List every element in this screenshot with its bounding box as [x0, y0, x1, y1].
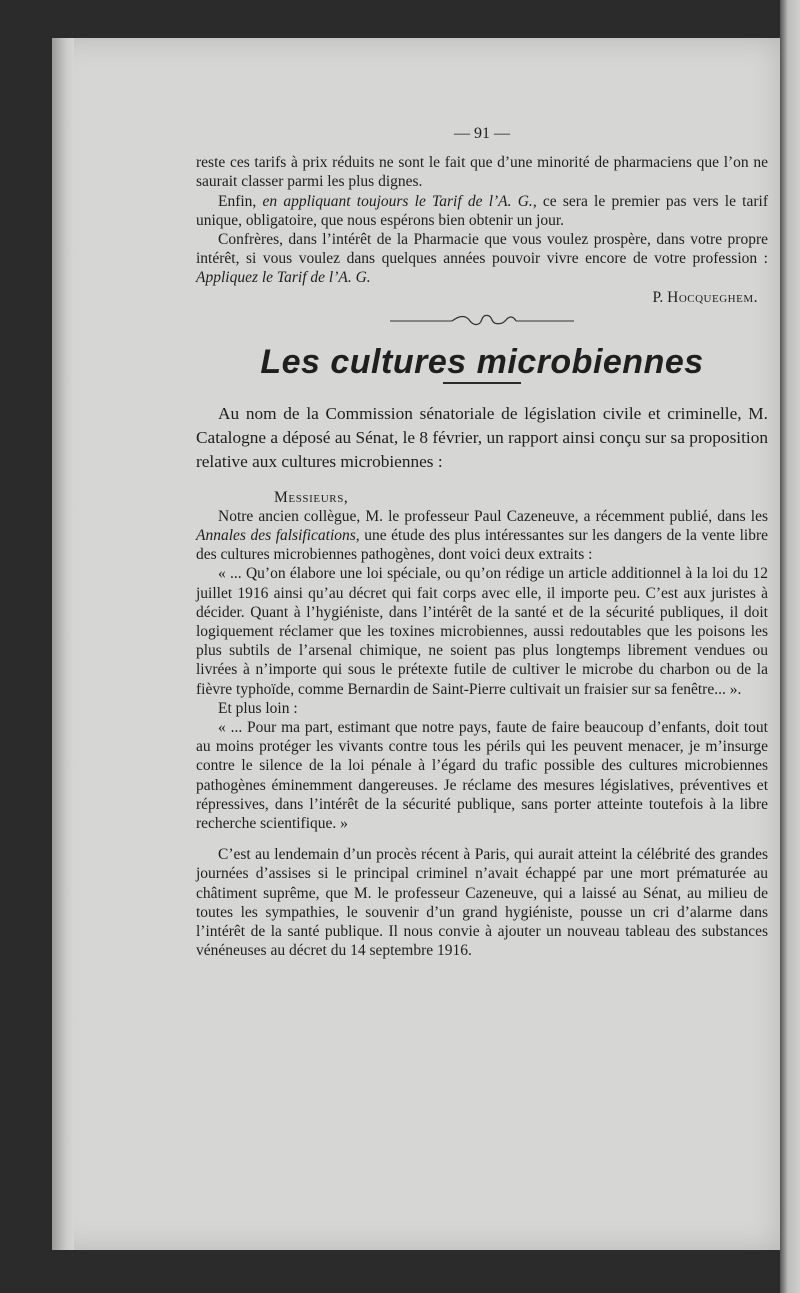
confreres-paragraph — [196, 230, 768, 288]
signature-name: Hocqueghem. — [667, 288, 758, 306]
cazeneuve-text-start: Notre ancien collègue, M. le professeur Paul Cazeneuve, a récemment publié, dans les — [218, 507, 768, 525]
ornament-divider — [390, 313, 574, 327]
page-gutter-shadow — [52, 38, 74, 1250]
salutation: Messieurs, — [274, 488, 349, 506]
cazeneuve-text-end: , une étude des plus intéressantes sur les dangers de la vente libre des cultures microbiennes pathogènes, dont voici deux extraits : — [196, 526, 768, 564]
second-quote: « ... Pour ma part, estimant que notre pays, faute de faire beaucoup d’enfants, doit tout au moins protéger les vivants contre tous les périls qui les peuvent menacer, je m’insurge contre le silence de la loi pénale à l’égard du trafic possible des cultures microbiennes pathogènes éminemment dangereuses. Je réclame des mesures législatives, préventives et répressives, dans l’intérêt de la sécurité publique, sans porter atteinte toutefois à la libre recherche scientifique. » — [196, 718, 768, 832]
annales-title: Annales des falsifications — [196, 526, 356, 544]
first-quote: « ... Qu’on élabore une loi spéciale, ou qu’on rédige un article additionnel à la loi du 12 juillet 1916 ainsi qu’au décret qui fait corps avec elle, il importe peu. C’est aux juristes à décider. Quant à l’hygiéniste, dans l’intérêt de la santé et de la sécurité publiques, il doit logiquement réclamer que les toxines microbiennes, aussi redoutables que les poisons les plus subtils de l’arsenal chimique, ne soient pas plus longtemps librement vendues ou livrées à n’importe qui sous le prétexte futile de cultiver le microbe du charbon ou de la fièvre typhoïde, comme Bernardin de Saint-Pierre cultivait un fraisier sur sa fenêtre... ». — [196, 565, 768, 698]
signature — [196, 288, 768, 307]
title-rule — [443, 382, 521, 384]
confreres-italic: Appliquez le Tarif de l’A. G. — [196, 269, 371, 287]
page-content — [196, 124, 768, 960]
paragraph-gap — [196, 833, 768, 845]
tarif-text-start: Enfin, — [218, 192, 263, 210]
continuation-text: reste ces tarifs à prix réduits ne sont le fait que d’une minorité de pharmaciens que l’on ne saurait classer parmi les plus dignes. — [196, 154, 768, 191]
article-title: Les cultures microbiennes — [260, 342, 704, 381]
tarif-paragraph — [196, 192, 768, 230]
transition-line: Et plus loin : — [218, 699, 298, 717]
signature-initial: P. — [652, 288, 668, 306]
final-paragraph: C’est au lendemain d’un procès récent à Paris, qui aurait atteint la célébrité des grandes journées d’assises si le principal criminel n’avait échappé par une mort prématurée au châtiment suprême, que M. le professeur Cazeneuve, qui a laissé au Sénat, au milieu de toutes les sympathies, le souvenir d’un grand hygiéniste, pousse un cri d’alarme dans l’intérêt de la santé publique. Il nous convie à ajouter un nouveau tableau des substances vénéneuses au décret du 14 septembre 1916. — [196, 846, 768, 960]
tarif-italic: en appliquant toujours le Tarif de l’A. G. — [262, 192, 533, 210]
page-number: — 91 — — [454, 125, 510, 142]
article-intro: Au nom de la Commission sénatoriale de législation civile et criminelle, M. Catalogne a déposé au Sénat, le 8 février, un rapport ainsi conçu sur sa proposition relative aux cultures microbiennes : — [196, 403, 768, 471]
continuation-paragraph — [196, 153, 768, 191]
tarif-text-end: , ce sera le premier pas vers le tarif unique, obligatoire, que nous espérons bien obtenir un jour. — [196, 192, 768, 229]
confreres-text: Confrères, dans l’intérêt de la Pharmacie que vous voulez prospère, dans votre propre intérêt, si vous voulez dans quelques années pouvoir vivre encore de votre profession : — [196, 231, 768, 268]
book-binding-edge — [780, 0, 800, 1293]
cazeneuve-paragraph — [196, 507, 768, 565]
